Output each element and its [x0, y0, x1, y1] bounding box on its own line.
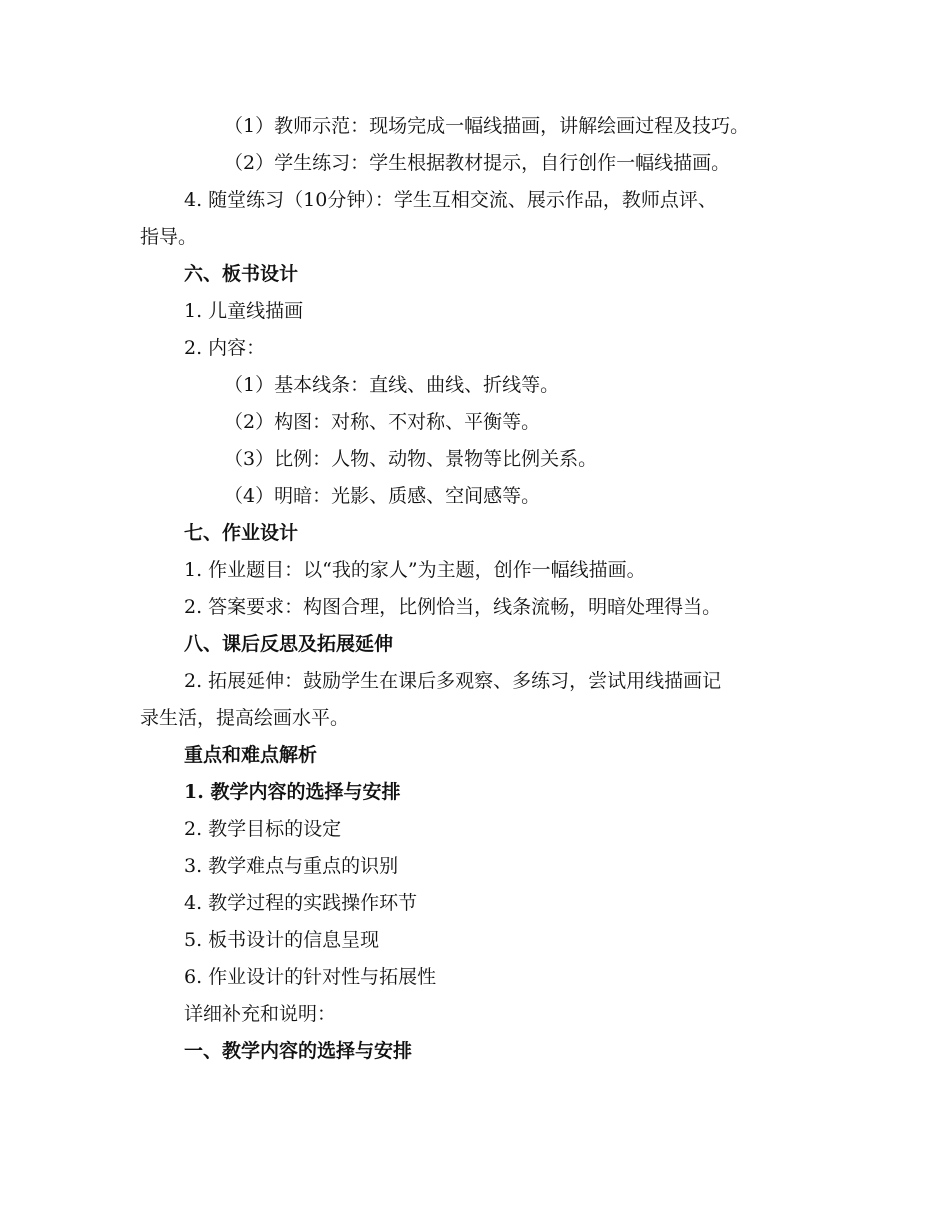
text-line: 1. 儿童线描画	[184, 300, 304, 322]
text-line: 2. 拓展延伸：鼓励学生在课后多观察、多练习，尝试用线描画记	[184, 670, 722, 692]
text-line: 4. 随堂练习（10分钟）：学生互相交流、展示作品，教师点评、	[184, 189, 717, 211]
text-line: 2. 内容：	[184, 337, 266, 359]
text-line: 指导。	[140, 226, 198, 248]
list-item: 2. 教学目标的设定	[184, 818, 342, 840]
document-body	[140, 108, 810, 1070]
text-line: 详细补充和说明：	[184, 1003, 337, 1025]
section-heading: 六、板书设计	[184, 263, 299, 285]
section-heading: 一、教学内容的选择与安排	[184, 1040, 413, 1062]
list-item: 6. 作业设计的针对性与拓展性	[184, 966, 437, 988]
text-line: （1）基本线条：直线、曲线、折线等。	[224, 374, 560, 396]
text-line: （2）学生练习：学生根据教材提示，自行创作一幅线描画。	[224, 152, 731, 174]
text-line: 录生活，提高绘画水平。	[140, 707, 350, 729]
section-heading: 重点和难点解析	[184, 744, 318, 766]
list-item: 1. 教学内容的选择与安排	[184, 781, 401, 803]
section-heading: 八、课后反思及拓展延伸	[184, 633, 394, 655]
text-line: 1. 作业题目：以“我的家人”为主题，创作一幅线描画。	[184, 559, 646, 581]
text-line: 2. 答案要求：构图合理，比例恰当，线条流畅，明暗处理得当。	[184, 596, 722, 618]
text-line: （4）明暗：光影、质感、空间感等。	[224, 485, 541, 507]
list-item: 4. 教学过程的实践操作环节	[184, 892, 418, 914]
list-item: 3. 教学难点与重点的识别	[184, 855, 399, 877]
text-line: （1）教师示范：现场完成一幅线描画，讲解绘画过程及技巧。	[224, 115, 750, 137]
text-line: （3）比例：人物、动物、景物等比例关系。	[224, 448, 598, 470]
text-line: （2）构图：对称、不对称、平衡等。	[224, 411, 541, 433]
list-item: 5. 板书设计的信息呈现	[184, 929, 380, 951]
section-heading: 七、作业设计	[184, 522, 299, 544]
